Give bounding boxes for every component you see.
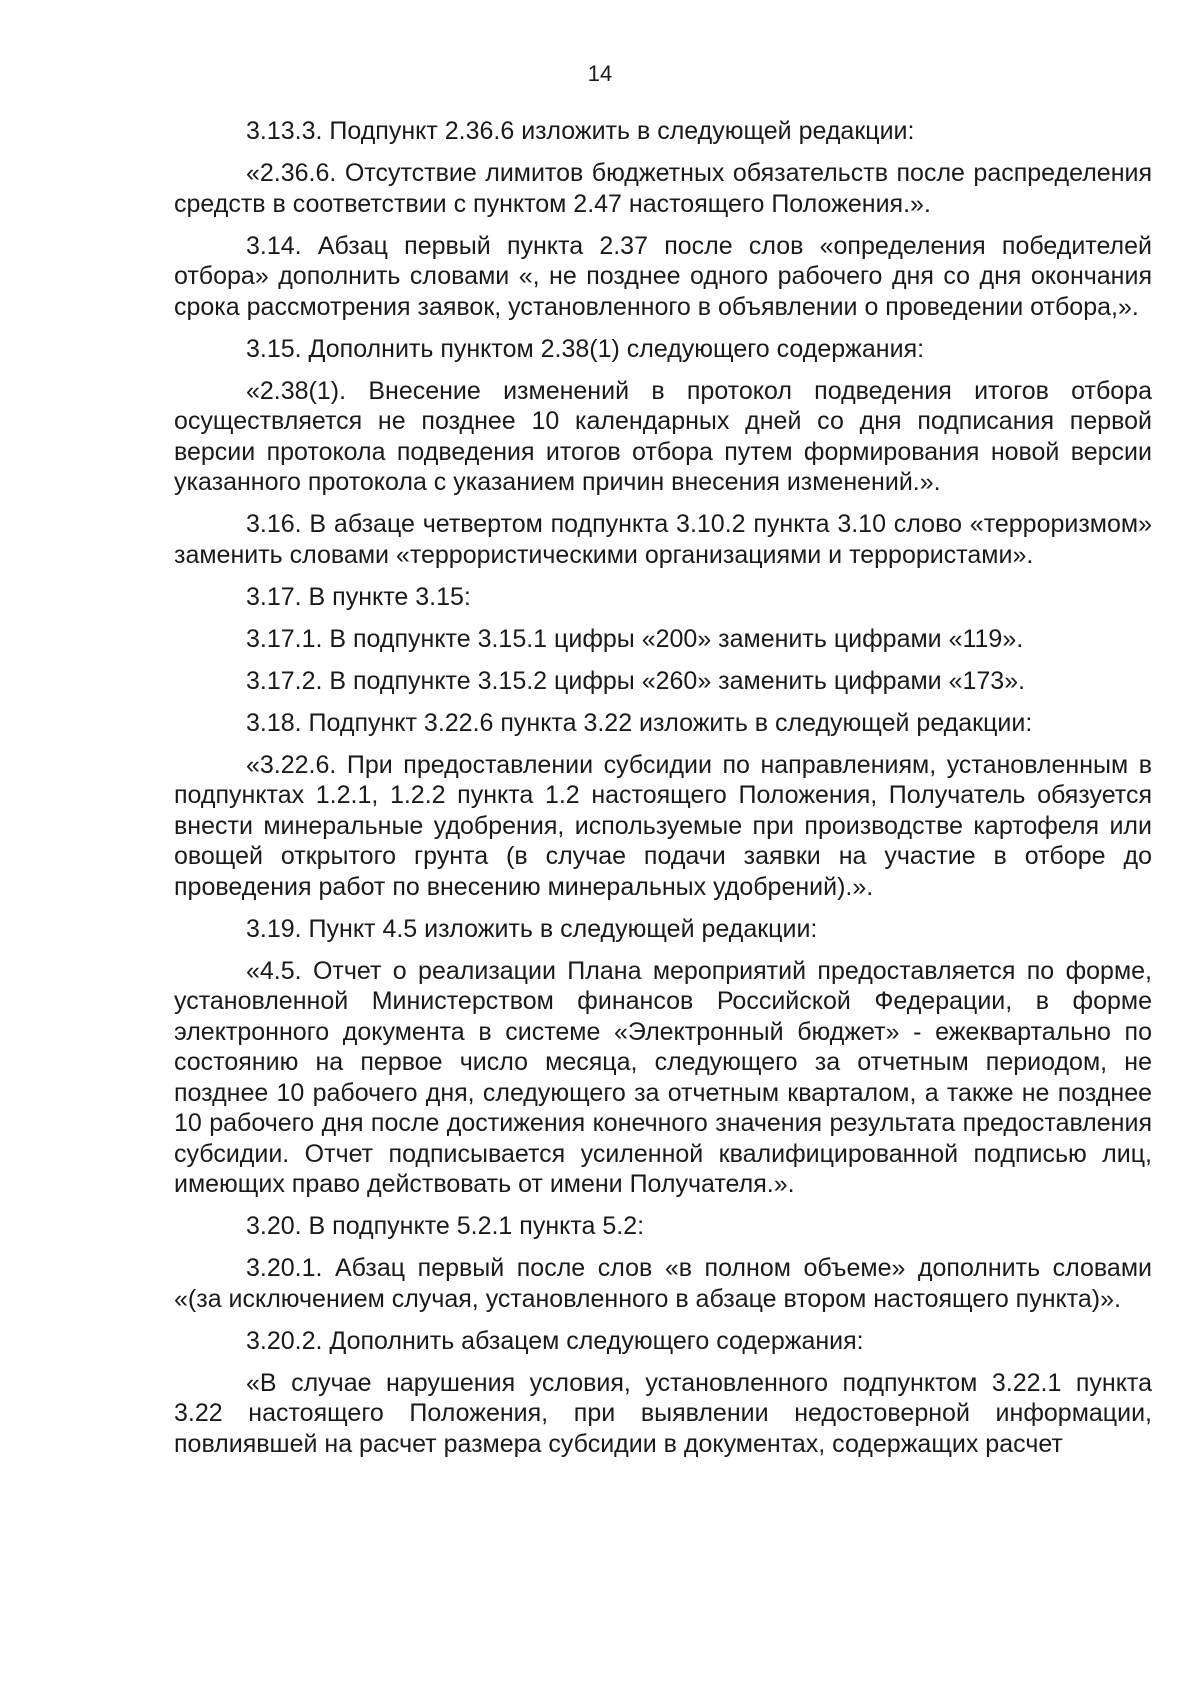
paragraph-quote-4-5: «4.5. Отчет о реализации Плана мероприятий предоставляется по форме, установленной Министерством финансов Российской Федерации, в форме электронного документа в системе «Электронный бюджет» - ежеквартально по состоянию на первое число месяца, следующего за отчетным периодом, не позднее 10 рабочего дня, следующего за отчетным кварталом, а также не позднее 10 рабочего дня после достижения конечного значения результата предоставления субсидии. Отчет подписывается усиленной квалифицированной подписью лиц, имеющих право действовать от имени Получателя.». (174, 956, 1152, 1198)
paragraph-3-16: 3.16. В абзаце четвертом подпункта 3.10.2 пункта 3.10 слово «терроризмом» заменить словами «террористическими организациями и террористами». (174, 510, 1152, 569)
paragraph-3-20-1: 3.20.1. Абзац первый после слов «в полном объеме» дополнить словами «(за исключением случая, установленного в абзаце втором настоящего пункта)». (174, 1254, 1152, 1313)
paragraph-3-17: 3.17. В пункте 3.15: (246, 582, 471, 611)
paragraph-3-14: 3.14. Абзац первый пункта 2.37 после слов «определения победителей отбора» дополнить словами «, не позднее одного рабочего дня со дня окончания срока рассмотрения заявок, установленного в объявлении о проведении отбора,». (174, 231, 1152, 321)
paragraph-3-18: 3.18. Подпункт 3.22.6 пункта 3.22 изложить в следующей редакции: (246, 708, 1033, 737)
paragraph-3-17-2: 3.17.2. В подпункте 3.15.2 цифры «260» заменить цифрами «173». (246, 666, 1026, 695)
paragraph-quote-3-22-6: «3.22.6. При предоставлении субсидии по направлениям, установленным в подпунктах 1.2.1, 1.2.2 пункта 1.2 настоящего Положения, Получатель обязуется внести минеральные удобрения, используемые при производстве картофеля или овощей открытого грунта (в случае подачи заявки на участие в отборе до проведения работ по внесению минеральных удобрений).». (174, 750, 1152, 901)
paragraph-3-13-3: 3.13.3. Подпункт 2.36.6 изложить в следующей редакции: (246, 117, 915, 145)
paragraph-quote-2-36-6: «2.36.6. Отсутствие лимитов бюджетных обязательств после распределения средств в соответствии с пунктом 2.47 настоящего Положения.». (174, 159, 1152, 218)
page-number: 14 (587, 61, 613, 86)
paragraph-quote-violation: «В случае нарушения условия, установленного подпунктом 3.22.1 пункта 3.22 настоящего Положения, при выявлении недостоверной информации, повлиявшей на расчет размера субсидии в документах, содержащих расчет (174, 1368, 1152, 1458)
paragraph-3-17-1: 3.17.1. В подпункте 3.15.1 цифры «200» заменить цифрами «119». (246, 624, 1024, 653)
paragraph-3-20: 3.20. В подпункте 5.2.1 пункта 5.2: (246, 1212, 645, 1240)
paragraph-quote-2-38-1: «2.38(1). Внесение изменений в протокол подведения итогов отбора осуществляется не позднее 10 календарных дней со дня подписания первой версии протокола подведения итогов отбора путем формирования новой версии указанного протокола с указанием причин внесения изменений.». (174, 376, 1152, 496)
paragraph-3-19: 3.19. Пункт 4.5 изложить в следующей редакции: (246, 914, 818, 943)
paragraph-3-15: 3.15. Дополнить пунктом 2.38(1) следующего содержания: (246, 334, 925, 363)
paragraph-3-20-2: 3.20.2. Дополнить абзацем следующего содержания: (246, 1326, 864, 1355)
document-body (174, 116, 1152, 1471)
